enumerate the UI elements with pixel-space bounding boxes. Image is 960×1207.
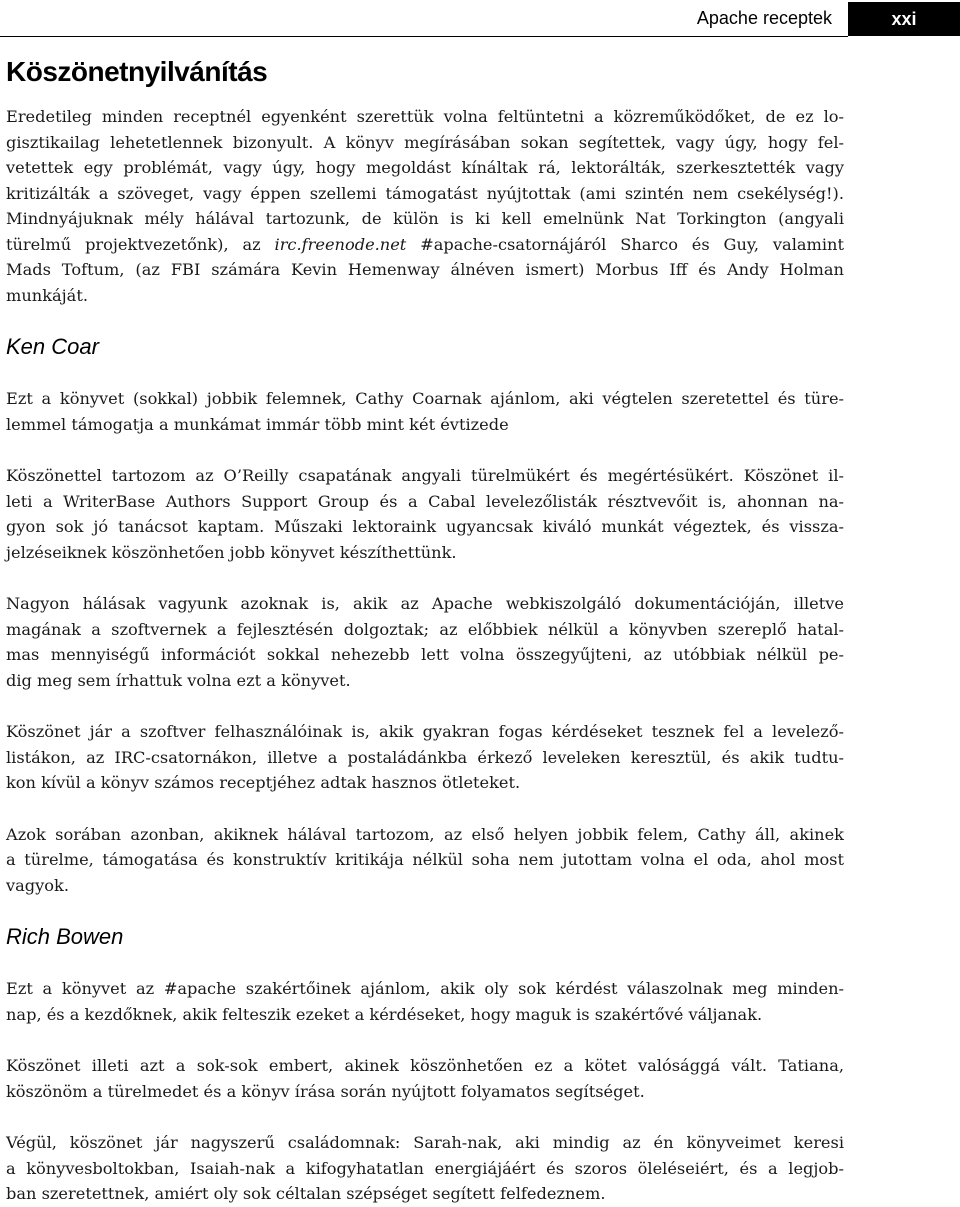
page-header — [0, 2, 960, 36]
text-line: Végül, köszönet jár nagyszerű családomnak: Sarah-nak, aki mindig az én könyveimet keresi — [6, 1133, 844, 1152]
text-line — [6, 232, 844, 258]
ken-paragraph-5 — [6, 822, 844, 899]
page-number: xxi — [891, 8, 917, 29]
text-line: Eredetileg minden receptnél egyenként szerettük volna feltüntetni a közreműködőket, de ez lo- — [6, 107, 844, 126]
text-line: dig meg sem írhattuk volna ezt a könyvet. — [6, 670, 351, 690]
text-line: a türelme, támogatása és konstruktív kritikája nélkül soha nem jutottam volna el oda, ahol most — [6, 850, 844, 869]
text-line: Nagyon hálásak vagyunk azoknak is, akik az Apache webkiszolgáló dokumentációján, illetve — [6, 594, 844, 613]
text-line: köszönöm a türelmedet és a könyv írása során nyújtott folyamatos segítséget. — [6, 1081, 645, 1101]
author-heading-rich: Rich Bowen — [6, 924, 124, 949]
text-run: türelmű projektvezetőnk), az — [6, 234, 275, 254]
text-line: Ezt a könyvet (sokkal) jobbik felemnek, Cathy Coarnak ajánlom, aki végtelen szeretettel és türe- — [6, 389, 844, 408]
text-line: jelzéseiknek köszönhetően jobb könyvet készíthettünk. — [6, 542, 457, 562]
text-line: ban szeretettnek, amiért oly sok céltalan szépséget segített felfedeznem. — [6, 1184, 606, 1203]
text-line: a könyvesboltokban, Isaiah-nak a kifogyhatatlan energiájáért és szoros öleléseiért, és a legjob- — [6, 1158, 844, 1178]
header-rule — [0, 36, 848, 37]
text-line: Mads Toftum, (az FBI számára Kevin Hemenway álnéven ismert) Morbus Iff és Andy Holman — [6, 260, 844, 279]
ken-paragraph-4 — [6, 719, 844, 796]
running-title: Apache receptek — [696, 8, 832, 28]
text-line: vetettek egy problémát, vagy úgy, hogy megoldást kínáltak rá, lektorálták, szerkesztették vagy — [6, 158, 844, 177]
text-line: Köszönet illeti azt a sok-sok embert, akinek köszönhetően ez a kötet valósággá vált. Tatiana, — [6, 1056, 844, 1075]
text-line: leti a WriterBase Authors Support Group és a Cabal levelezőlisták résztvevőit is, ahonnan na- — [6, 491, 844, 511]
text-line: vagyok. — [6, 875, 70, 895]
ken-paragraph-1 — [6, 386, 844, 437]
author-heading-ken: Ken Coar — [6, 334, 99, 359]
text-run: #apache-csatornájáról Sharco és Guy, valamint — [406, 234, 844, 254]
text-line: Köszönettel tartozom az O’Reilly csapatának angyali türelmükért és megértésükért. Köszönet il- — [6, 466, 844, 485]
page-content — [6, 56, 844, 1207]
text-line: gyon sok jó tanácsot kaptam. Műszaki lektoraink ugyancsak kiváló munkát végeztek, és vissza- — [6, 517, 844, 536]
text-line: listákon, az IRC-csatornákon, illetve a postaládánkba érkező leveleken keresztül, és akik tudtu- — [6, 747, 844, 767]
text-line: nap, és a kezdőknek, akik felteszik ezeket a kérdéseket, hogy maguk is szakértővé váljanak. — [6, 1004, 763, 1024]
section-title: Köszönetnyilvánítás — [6, 56, 268, 87]
text-line: munkáját. — [6, 285, 88, 305]
text-line: Ezt a könyvet az #apache szakértőinek ajánlom, akik oly sok kérdést válaszolnak meg minden- — [6, 979, 844, 998]
text-line: Azok sorában azonban, akiknek hálával tartozom, az első helyen jobbik felem, Cathy áll, akinek — [6, 824, 844, 844]
rich-paragraph-1 — [6, 976, 844, 1027]
text-line: lemmel támogatja a munkámat immár több mint két évtizede — [6, 414, 509, 434]
rich-paragraph-3 — [6, 1130, 844, 1207]
text-line: Köszönet jár a szoftver felhasználóinak is, akik gyakran fogas kérdéseket tesznek fel a levelező- — [6, 722, 844, 741]
intro-paragraph — [6, 104, 844, 308]
text-line: Mindnyájuknak mély hálával tartozunk, de külön is ki kell emelnünk Nat Torkington (angyali — [6, 209, 844, 228]
text-line: kon kívül a könyv számos receptjéhez adtak hasznos ötleteket. — [6, 773, 521, 792]
ken-paragraph-3 — [6, 591, 844, 693]
text-line: magának a szoftvernek a fejlesztésén dolgoztak; az előbbiek nélkül a könyvben szereplő hatal- — [6, 619, 844, 639]
page-number-box — [848, 2, 960, 36]
irc-server-name: irc.freenode.net — [274, 234, 407, 254]
rich-paragraph-2 — [6, 1053, 844, 1104]
text-line: mas mennyiségű információt sokkal nehezebb lett volna összegyűjteni, az utóbbiak nélkül pe- — [6, 645, 844, 664]
text-line: kritizálták a szöveget, vagy éppen szellemi támogatást nyújtottak (ami szintén nem csekélység!). — [6, 183, 844, 203]
ken-paragraph-2 — [6, 463, 844, 565]
text-line: gisztikailag lehetetlennek bizonyult. A könyv megírásában sokan segítettek, vagy úgy, hogy fel- — [6, 132, 844, 152]
